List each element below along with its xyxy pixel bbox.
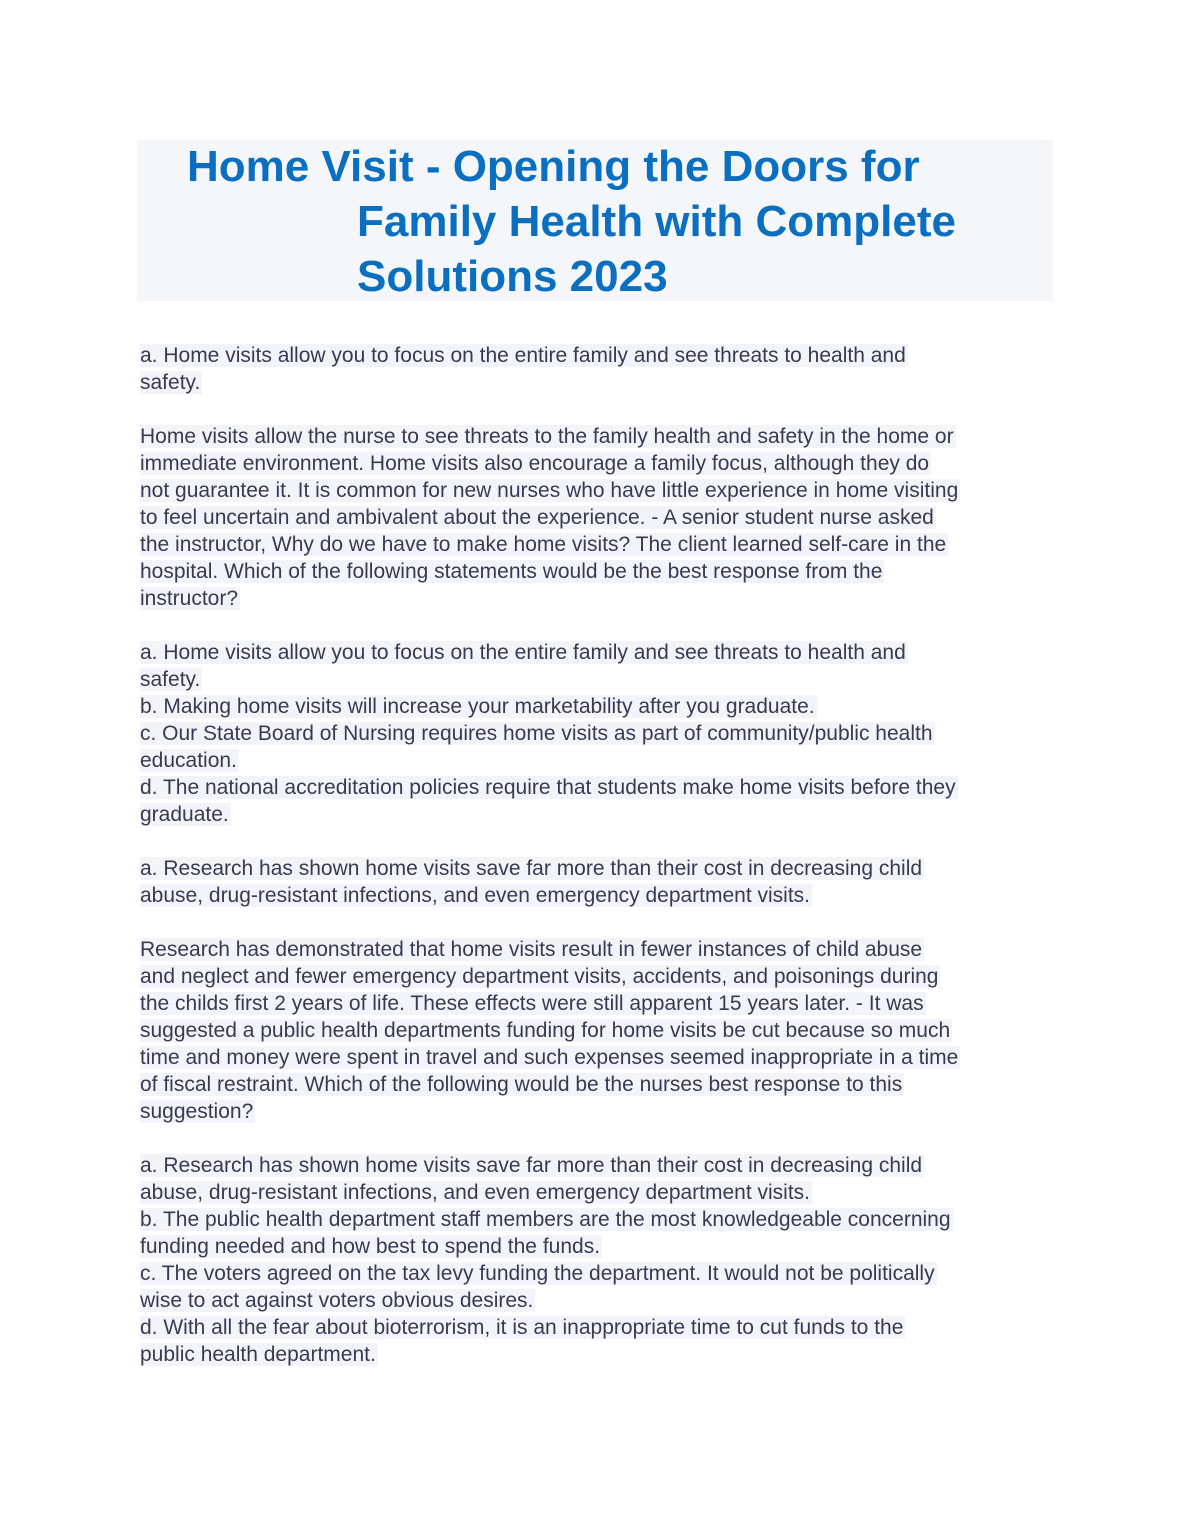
text-line — [140, 423, 1055, 450]
text-line — [140, 882, 1055, 909]
document-body — [140, 342, 1055, 1395]
text-line — [140, 1314, 1055, 1341]
text-line — [140, 639, 1055, 666]
text-line — [140, 1260, 1055, 1287]
text-line-content: funding needed and how best to spend the funds. — [140, 1235, 601, 1258]
text-line-content: d. The national accreditation policies require that students make home visits before they — [140, 776, 956, 799]
text-line-content: time and money were spent in travel and such expenses seemed inappropriate in a time — [140, 1046, 959, 1069]
text-line-content: not guarantee it. It is common for new nurses who have little experience in home visiting — [140, 479, 959, 502]
paragraph — [140, 423, 1055, 612]
text-line — [140, 693, 1055, 720]
text-line — [140, 342, 1055, 369]
text-line-content: a. Research has shown home visits save far more than their cost in decreasing child — [140, 1154, 923, 1177]
text-line-content: b. Making home visits will increase your marketability after you graduate. — [140, 695, 815, 718]
text-line — [140, 369, 1055, 396]
text-line-content: safety. — [140, 371, 201, 394]
text-line — [140, 504, 1055, 531]
text-line-content: education. — [140, 749, 237, 772]
text-line-content: c. Our State Board of Nursing requires home visits as part of community/public health — [140, 722, 933, 745]
text-line — [140, 1179, 1055, 1206]
text-line-content: a. Research has shown home visits save far more than their cost in decreasing child — [140, 857, 923, 880]
text-line-content: suggested a public health departments funding for home visits be cut because so much — [140, 1019, 951, 1042]
text-line — [140, 1206, 1055, 1233]
text-line — [140, 963, 1055, 990]
text-line — [140, 1098, 1055, 1125]
text-line — [140, 1044, 1055, 1071]
text-line — [140, 1152, 1055, 1179]
text-line — [140, 585, 1055, 612]
text-line-content: c. The voters agreed on the tax levy funding the department. It would not be politically — [140, 1262, 935, 1285]
text-line — [140, 747, 1055, 774]
paragraph — [140, 1152, 1055, 1368]
text-line-content: immediate environment. Home visits also encourage a family focus, although they do — [140, 452, 930, 475]
text-line-content: public health department. — [140, 1343, 376, 1366]
text-line-content: wise to act against voters obvious desires. — [140, 1289, 534, 1312]
text-line-content: hospital. Which of the following statements would be the best response from the — [140, 560, 883, 583]
text-line-content: Home visits allow the nurse to see threats to the family health and safety in the home or — [140, 425, 954, 448]
text-line-content: and neglect and fewer emergency department visits, accidents, and poisonings during — [140, 965, 939, 988]
text-line-content: abuse, drug-resistant infections, and even emergency department visits. — [140, 884, 811, 907]
text-line — [140, 1017, 1055, 1044]
text-line-content: suggestion? — [140, 1100, 254, 1123]
text-line-content: graduate. — [140, 803, 229, 826]
text-line-content: a. Home visits allow you to focus on the entire family and see threats to health and — [140, 344, 906, 367]
text-line-content: of fiscal restraint. Which of the following would be the nurses best response to this — [140, 1073, 903, 1096]
document-title-line-3: Solutions 2023 — [357, 252, 668, 301]
text-line — [140, 774, 1055, 801]
text-line — [140, 1233, 1055, 1260]
text-line-content: instructor? — [140, 587, 239, 610]
paragraph — [140, 342, 1055, 396]
text-line-content: the instructor, Why do we have to make home visits? The client learned self-care in the — [140, 533, 947, 556]
text-line-content: b. The public health department staff members are the most knowledgeable concerning — [140, 1208, 951, 1231]
text-line — [140, 1341, 1055, 1368]
text-line — [140, 450, 1055, 477]
text-line — [140, 855, 1055, 882]
text-line — [140, 990, 1055, 1017]
document-title-line-2: Family Health with Complete — [357, 197, 956, 246]
paragraph — [140, 855, 1055, 909]
text-line — [140, 720, 1055, 747]
text-line-content: abuse, drug-resistant infections, and even emergency department visits. — [140, 1181, 811, 1204]
text-line — [140, 936, 1055, 963]
text-line — [140, 666, 1055, 693]
text-line-content: the childs first 2 years of life. These effects were still apparent 15 years later. - It was — [140, 992, 924, 1015]
text-line — [140, 1071, 1055, 1098]
paragraph — [140, 639, 1055, 828]
paragraph — [140, 936, 1055, 1125]
text-line-content: d. With all the fear about bioterrorism, it is an inappropriate time to cut funds to the — [140, 1316, 904, 1339]
text-line-content: a. Home visits allow you to focus on the entire family and see threats to health and — [140, 641, 906, 664]
text-line — [140, 477, 1055, 504]
text-line — [140, 801, 1055, 828]
text-line — [140, 1287, 1055, 1314]
text-line-content: safety. — [140, 668, 201, 691]
text-line — [140, 558, 1055, 585]
text-line-content: to feel uncertain and ambivalent about the experience. - A senior student nurse asked — [140, 506, 934, 529]
text-line-content: Research has demonstrated that home visits result in fewer instances of child abuse — [140, 938, 923, 961]
document-title-line-1: Home Visit - Opening the Doors for — [187, 142, 920, 191]
text-line — [140, 531, 1055, 558]
